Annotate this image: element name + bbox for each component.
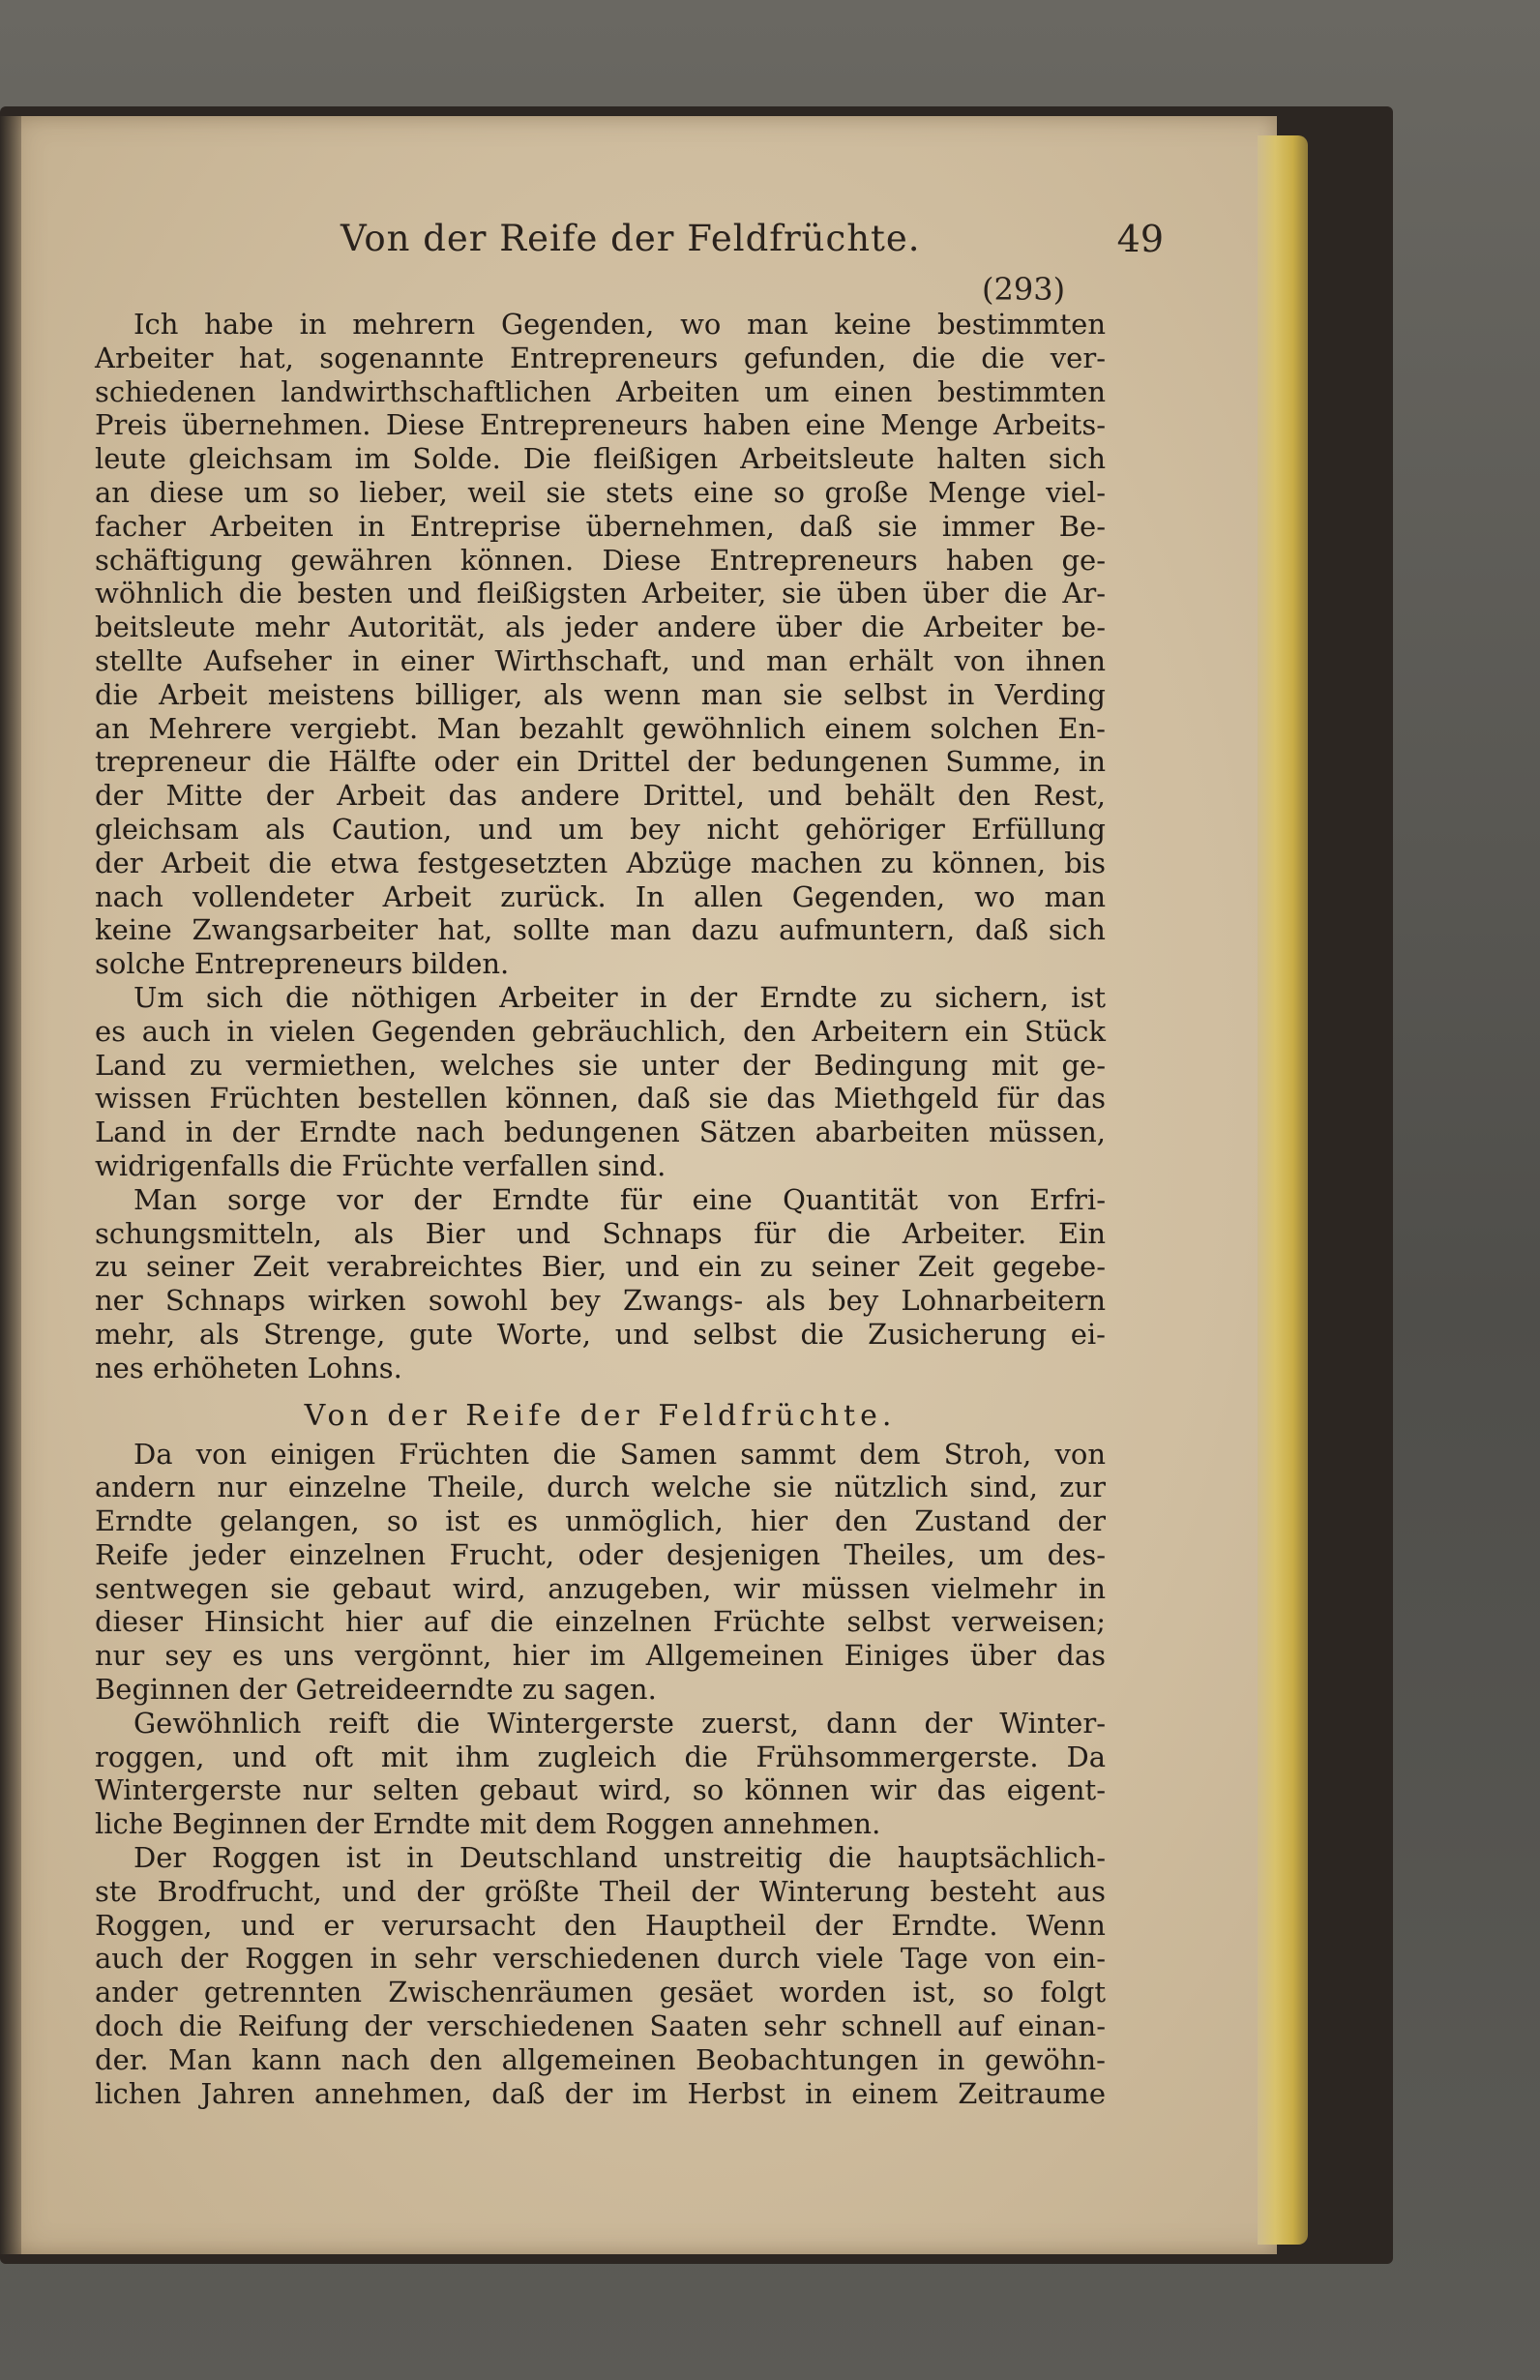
text-line: gleichsam als Caution, und um bey nicht gehöriger Erfüllung — [95, 812, 1106, 846]
text-line: beitsleute mehr Autorität, als jeder andere über die Arbeiter be- — [95, 610, 1106, 644]
text-line: liche Beginnen der Erndte mit dem Roggen annehmen. — [95, 1807, 881, 1841]
text-line: schiedenen landwirthschaftlichen Arbeiten um einen bestimmten — [95, 374, 1106, 408]
text-line: Beginnen der Getreideerndte zu sagen. — [95, 1673, 657, 1707]
text-line: Ich habe in mehrern Gegenden, wo man keine bestimmten — [133, 308, 1106, 341]
text-line: andern nur einzelne Theile, durch welche sie nützlich sind, zur — [95, 1471, 1106, 1504]
text-line: ste Brodfrucht, und der größte Theil der Winterung besteht aus — [95, 1874, 1106, 1908]
text-line: dieser Hinsicht hier auf die einzelnen Früchte selbst verweisen; — [95, 1605, 1106, 1639]
running-head: Von der Reife der Feldfrüchte. — [341, 218, 921, 259]
text-line: Erndte gelangen, so ist es unmöglich, hier den Zustand der — [95, 1504, 1106, 1538]
text-line: der Mitte der Arbeit das andere Drittel, und behält den Rest, — [95, 779, 1106, 813]
text-line: stellte Aufseher in einer Wirthschaft, und man erhält von ihnen — [95, 643, 1106, 677]
text-line: Land zu vermiethen, welches sie unter der Bedingung mit ge- — [95, 1048, 1106, 1082]
text-line: an Mehrere vergiebt. Man bezahlt gewöhnlich einem solchen En- — [95, 711, 1106, 745]
text-line: zu seiner Zeit verabreichtes Bier, und ein zu seiner Zeit gegebe- — [95, 1250, 1106, 1284]
text-line: an diese um so lieber, weil sie stets eine so große Menge viel- — [95, 475, 1106, 509]
page-number: 49 — [1116, 218, 1164, 260]
text-line: der. Man kann nach den allgemeinen Beobachtungen in gewöhn- — [95, 2042, 1106, 2076]
text-line: leute gleichsam im Solde. Die fleißigen Arbeitsleute halten sich — [95, 442, 1106, 476]
text-line: ander getrennten Zwischenräumen gesäet worden ist, so folgt — [95, 1976, 1106, 2009]
text-line: roggen, und oft mit ihm zugleich die Frühsommergerste. Da — [95, 1740, 1106, 1773]
text-line: Arbeiter hat, sogenannte Entrepreneurs gefunden, die die ver- — [95, 341, 1106, 374]
text-line: auch der Roggen in sehr verschiedenen durch viele Tage von ein- — [95, 1942, 1106, 1976]
text-line: Roggen, und er verursacht den Hauptheil der Erndte. Wenn — [95, 1908, 1106, 1942]
text-line: nes erhöheten Lohns. — [95, 1351, 402, 1384]
text-line: nur sey es uns vergönnt, hier im Allgemeinen Einiges über das — [95, 1639, 1106, 1673]
text-line: Preis übernehmen. Diese Entrepreneurs haben eine Menge Arbeits- — [95, 408, 1106, 442]
text-line: wöhnlich die besten und fleißigsten Arbeiter, sie üben über die Ar- — [95, 577, 1106, 610]
page-header — [95, 218, 1164, 276]
body-text — [95, 308, 1106, 2110]
text-line: schäftigung gewähren können. Diese Entrepreneurs haben ge- — [95, 543, 1106, 577]
text-line: solche Entrepreneurs bilden. — [95, 947, 510, 981]
text-line: Gewöhnlich reift die Wintergerste zuerst, dann der Winter- — [133, 1706, 1106, 1740]
text-line: Der Roggen ist in Deutschland unstreitig die hauptsächlich- — [133, 1841, 1106, 1875]
gilt-page-edge — [1258, 135, 1308, 2245]
text-line: nach vollendeter Arbeit zurück. In allen Gegenden, wo man — [95, 879, 1106, 913]
text-line: Wintergerste nur selten gebaut wird, so können wir das eigent- — [95, 1773, 1106, 1807]
section-heading: Von der Reife der Feldfrüchte. — [304, 1398, 897, 1433]
text-line: mehr, als Strenge, gute Worte, und selbst die Zusicherung ei- — [95, 1317, 1106, 1351]
text-line: lichen Jahren annehmen, daß der im Herbst in einem Zeitraume — [95, 2076, 1106, 2110]
text-line: widrigenfalls die Früchte verfallen sind. — [95, 1148, 666, 1182]
text-line: facher Arbeiten in Entreprise übernehmen, daß sie immer Be- — [95, 509, 1106, 543]
text-line: wissen Früchten bestellen können, daß sie das Miethgeld für das — [95, 1082, 1106, 1116]
sheet-number: (293) — [982, 271, 1066, 308]
text-line: keine Zwangsarbeiter hat, sollte man dazu aufmuntern, daß sich — [95, 913, 1106, 947]
text-line: die Arbeit meistens billiger, als wenn man sie selbst in Verding — [95, 677, 1106, 711]
text-line: sentwegen sie gebaut wird, anzugeben, wir müssen vielmehr in — [95, 1571, 1106, 1605]
text-line: der Arbeit die etwa festgesetzten Abzüge machen zu können, bis — [95, 846, 1106, 879]
spine-shadow — [0, 116, 21, 2254]
text-line: ner Schnaps wirken sowohl bey Zwangs- als bey Lohnarbeitern — [95, 1284, 1106, 1318]
text-line: trepreneur die Hälfte oder ein Drittel der bedungenen Summe, in — [95, 745, 1106, 779]
text-line: Um sich die nöthigen Arbeiter in der Erndte zu sichern, ist — [133, 980, 1106, 1014]
text-line: Man sorge vor der Erndte für eine Quantität von Erfri- — [133, 1182, 1106, 1216]
text-line: Da von einigen Früchten die Samen sammt dem Stroh, von — [133, 1437, 1106, 1471]
text-line: schungsmitteln, als Bier und Schnaps für die Arbeiter. Ein — [95, 1216, 1106, 1250]
text-line: doch die Reifung der verschiedenen Saaten sehr schnell auf einan- — [95, 2009, 1106, 2043]
text-line: Land in der Erndte nach bedungenen Sätzen abarbeiten müssen, — [95, 1116, 1106, 1149]
text-line: es auch in vielen Gegenden gebräuchlich, den Arbeitern ein Stück — [95, 1014, 1106, 1048]
text-line: Reife jeder einzelnen Frucht, oder desjenigen Theiles, um des- — [95, 1537, 1106, 1571]
